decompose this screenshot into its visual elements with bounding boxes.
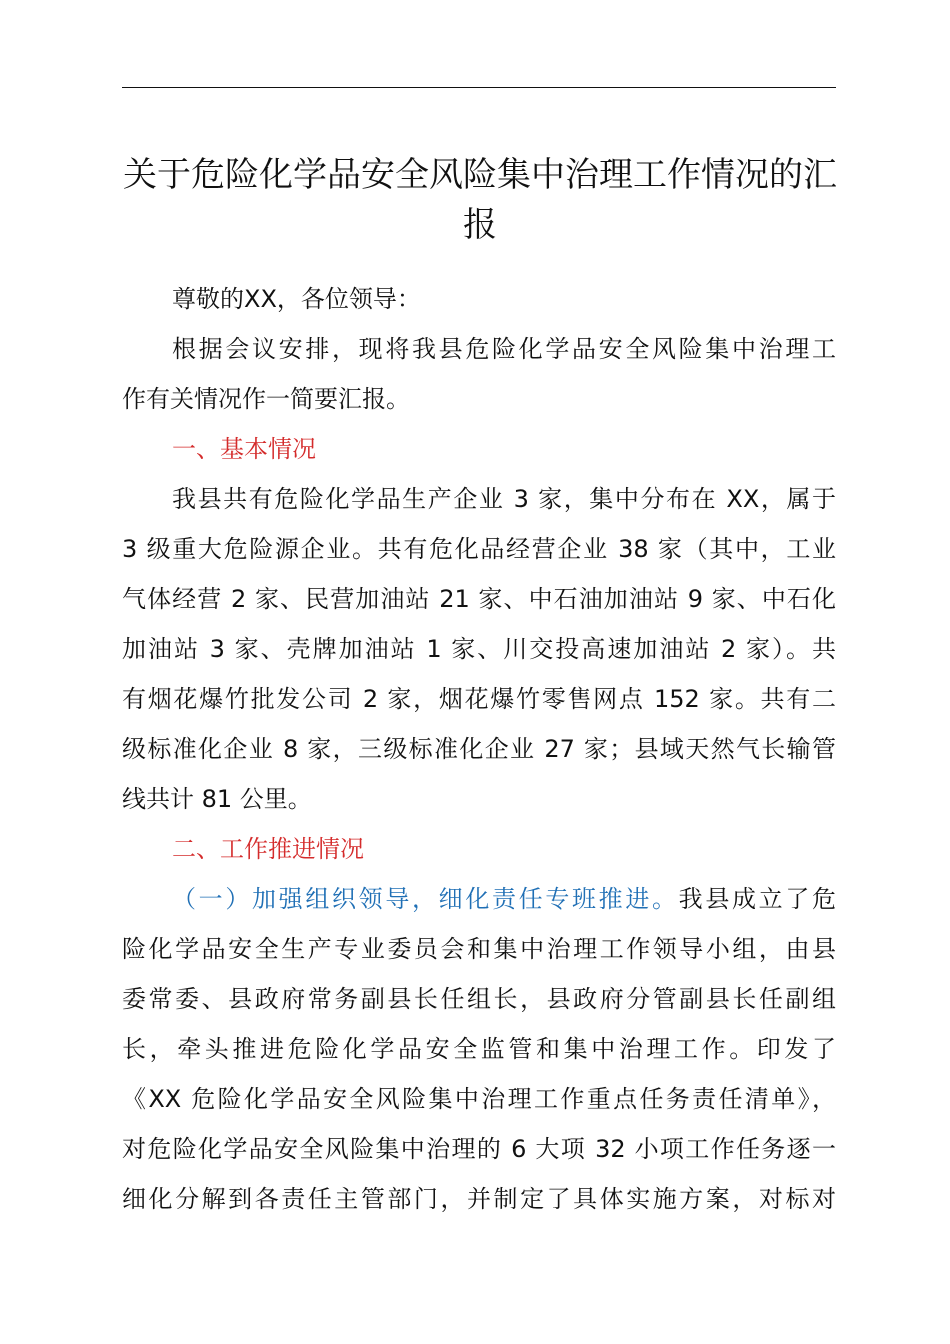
section2-line-2: 委常委、县政府常务副县长任组长，县政府分管副县长任副组 [122,985,836,1013]
section1-line-6: 级标准化企业 8 家，三级标准化企业 27 家；县域天然气长输管 [122,735,836,763]
section2-line-1: 险化学品安全生产专业委员会和集中治理工作领导小组，由县 [122,935,836,963]
section2-heading: 二、工作推进情况 [172,835,364,863]
section2-line-6: 细化分解到各责任主管部门，并制定了具体实施方案，对标对 [122,1185,836,1213]
section1-line-2: 3 级重大危险源企业。共有危化品经营企业 38 家（其中，工业 [122,535,836,563]
intro-line-2: 作有关情况作一简要汇报。 [122,385,410,413]
section1-line-7: 线共计 81 公里。 [122,785,312,813]
document-title: 关于危险化学品安全风险集中治理工作情况的汇报 [123,155,837,245]
salutation: 尊敬的XX，各位领导： [172,285,421,313]
section2-sub1-line-1 [172,882,836,916]
section1-line-1: 我县共有危险化学品生产企业 3 家，集中分布在 XX，属于 [172,485,836,513]
section1-line-5: 有烟花爆竹批发公司 2 家，烟花爆竹零售网点 152 家。共有二 [122,685,836,713]
section1-line-3: 气体经营 2 家、民营加油站 21 家、中石油加油站 9 家、中石化 [122,585,836,613]
section2-line-5: 对危险化学品安全风险集中治理的 6 大项 32 小项工作任务逐一 [122,1135,836,1163]
section1-heading: 一、基本情况 [172,435,316,463]
header-rule [122,87,836,88]
section2-sub1-heading: （一）加强组织领导，细化责任专班推进。 [172,885,679,913]
section2-sub1-first-line-rest: 我县成立了危 [678,885,837,913]
intro-line-1: 根据会议安排，现将我县危险化学品安全风险集中治理工 [172,335,836,363]
section2-line-3: 长，牵头推进危险化学品安全监管和集中治理工作。印发了 [122,1035,836,1063]
section1-line-4: 加油站 3 家、壳牌加油站 1 家、川交投高速加油站 2 家）。共 [122,635,836,663]
section2-line-4: 《XX 危险化学品安全风险集中治理工作重点任务责任清单》， [122,1085,836,1113]
